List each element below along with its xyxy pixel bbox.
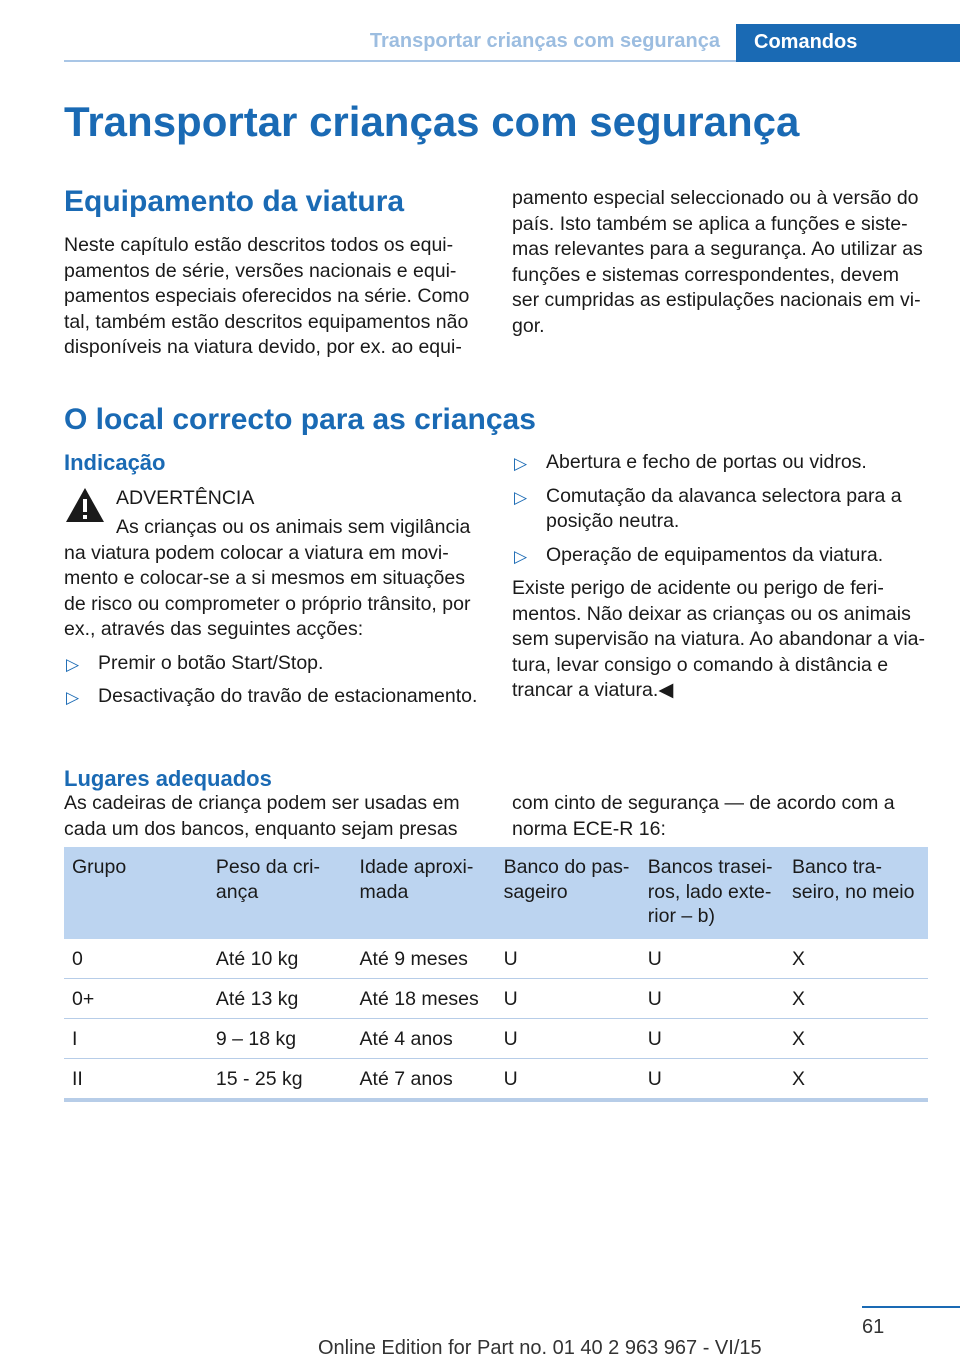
table-header-cell: Idade aproximada [352, 847, 496, 939]
equipment-right-text [512, 186, 930, 339]
accident-warning-text: Existe perigo de acidente ou perigo de ferimentos. Não deixar as crianças ou os animais sem supervisão na viatura. Ao abandonar a viatura, levar consigo o comando à distância e trancar a viatura.◀ [512, 577, 926, 701]
table-row [64, 1018, 928, 1058]
header-section-title: Transportar crianças com segurança [369, 30, 720, 52]
table-cell: Até 13 kg [208, 978, 352, 1018]
equipment-left-text [64, 233, 482, 361]
table-cell: I [64, 1018, 208, 1058]
left-bullet-list [64, 651, 482, 710]
table-cell: U [496, 1018, 640, 1058]
paragraph: As cadeiras de criança podem ser usadas em cada um dos bancos, enquanto sejam presas [64, 792, 460, 840]
place-left-column [64, 450, 482, 710]
paragraph: com cinto de segurança — de acordo com a norma ECE-R 16: [512, 792, 895, 840]
table-cell: U [640, 978, 784, 1018]
table-cell: X [784, 1058, 928, 1100]
table-cell: U [640, 1018, 784, 1058]
list-item: ▷ Comutação da alavanca selectora para a posição neutra. [514, 484, 902, 532]
table-header-cell: Peso da criança [208, 847, 352, 939]
table-cell: 15 - 25 kg [208, 1058, 352, 1100]
note-heading: Indicação [64, 450, 166, 475]
triangle-bullet-icon: ▷ [514, 546, 528, 566]
table-cell: X [784, 1018, 928, 1058]
seats-heading: Lugares adequados [64, 766, 272, 791]
table-header-cell: Grupo [64, 847, 208, 939]
table-cell: X [784, 978, 928, 1018]
table-cell: X [784, 939, 928, 979]
seats-right-text [512, 791, 930, 842]
header-chapter-tab: Comandos [736, 24, 960, 62]
table-header-cell: Bancos traseiros, lado exterior – b) [640, 847, 784, 939]
table-cell: Até 10 kg [208, 939, 352, 979]
warning-first-line: As crianças ou os animais sem vigilância [116, 516, 471, 538]
place-heading: O local correcto para as crianças [64, 403, 536, 436]
page-title: Transportar crianças com segurança [64, 98, 800, 145]
list-item: ▷ Desactivação do travão de estacionamento. [64, 684, 482, 710]
seats-left-text [64, 791, 482, 842]
equipment-heading: Equipamento da viatura [64, 185, 405, 218]
table-cell: U [640, 1058, 784, 1100]
table-cell: Até 7 anos [352, 1058, 496, 1100]
warning-text: na viatura podem colocar a viatura em movimento e colocar-se a si mesmos em situações de risco ou comprometer o próprio trânsito, por ex., através das seguintes acções: [64, 541, 471, 640]
triangle-bullet-icon: ▷ [66, 654, 80, 674]
warning-triangle-icon [64, 486, 106, 524]
place-right-column [512, 442, 930, 704]
table-row [64, 1058, 928, 1100]
list-item: ▷ Abertura e fecho de portas ou vidros. [512, 450, 930, 476]
table-header-cell: Banco traseiro, no meio [784, 847, 928, 939]
table-cell: 9 – 18 kg [208, 1018, 352, 1058]
warning-label: ADVERTÊNCIA [116, 486, 255, 509]
table-header-cell: Banco do passageiro [496, 847, 640, 939]
table-cell: U [496, 1058, 640, 1100]
paragraph: Neste capítulo estão descritos todos os equipamentos de série, versões nacionais e equipamentos especiais oferecidos na série. Como tal, também estão descritos equipamentos não disponíveis na viatura devido, por ex. ao equi‐ [64, 234, 470, 358]
edition-footer: Online Edition for Part no. 01 40 2 963 967 - VI/15 [318, 1337, 762, 1359]
table-cell: U [640, 939, 784, 979]
paragraph: pamento especial seleccionado ou à versão do país. Isto também se aplica a funções e sistemas relevantes para a segurança. Ao utilizar as funções e sistemas correspondentes, devem ser cumpridas as estipulações nacionais em vigor. [512, 187, 923, 337]
triangle-bullet-icon: ▷ [66, 688, 80, 707]
table-cell: 0+ [64, 978, 208, 1018]
table-row [64, 978, 928, 1018]
triangle-bullet-icon: ▷ [514, 487, 528, 507]
right-bullet-list [512, 450, 930, 568]
table-header-row [64, 847, 928, 939]
list-item: ▷ Operação de equipamentos da viatura. [512, 543, 930, 569]
page-number: 61 [862, 1316, 885, 1338]
table-cell: Até 9 meses [352, 939, 496, 979]
table-cell: Até 18 meses [352, 978, 496, 1018]
table-cell: U [496, 978, 640, 1018]
child-seat-table [64, 847, 928, 1102]
table-cell: U [496, 939, 640, 979]
table-row [64, 939, 928, 979]
list-item: ▷ Premir o botão Start/Stop. [64, 651, 482, 677]
warning-block [64, 486, 482, 643]
table-cell: 0 [64, 939, 208, 979]
table-cell: Até 4 anos [352, 1018, 496, 1058]
page-number-rule [862, 1306, 960, 1308]
triangle-bullet-icon: ▷ [514, 454, 528, 473]
table-cell: II [64, 1058, 208, 1100]
header-rule [64, 60, 736, 62]
